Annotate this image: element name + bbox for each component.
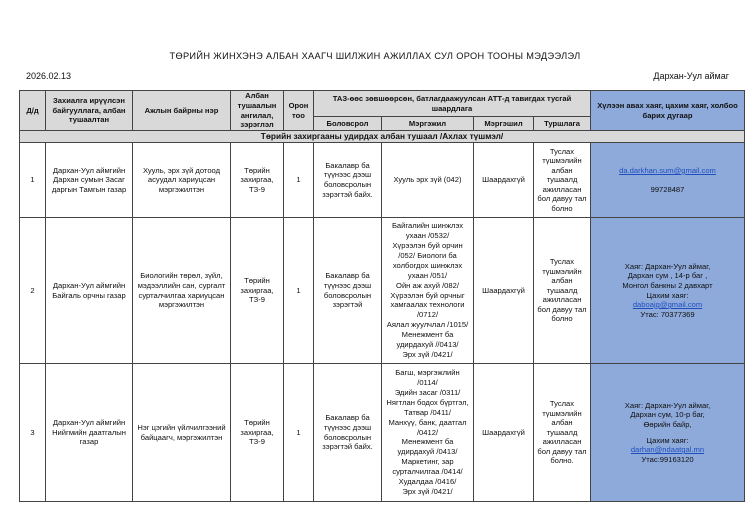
position-cell: Биологийн төрөл, зүйл, мэдээллийн сан, сургалт сурталчилгаа хариуцсан мэргэжилтэн: [133, 218, 231, 364]
col-header-rank: Албан тушаалын ангилал, зэрэглэл: [231, 91, 284, 131]
major-line: Менежмент ба удирдахуй /0413/: [397, 437, 458, 457]
email-link[interactable]: daboajg@gmail.com: [632, 300, 703, 310]
table-row: [20, 218, 745, 364]
section-row: [20, 131, 745, 143]
major-line: Нягтлан бодох бүртгэл,: [386, 397, 469, 407]
qualification-cell: Шаардахгүй: [474, 143, 534, 218]
table-row: [20, 143, 745, 218]
qualification-cell: Шаардахгүй: [474, 218, 534, 364]
phone-number: 99728487: [650, 184, 685, 194]
major-line: Хүрээлэн буй орчин /052/ Биологи ба холбогдох шинжлэх ухаан /051/: [392, 241, 463, 280]
phone-number: Утас:99163120: [641, 454, 694, 464]
col-header-major: Мэргэжил: [382, 117, 474, 131]
row-number: 2: [20, 218, 46, 364]
major-line: Эрх зүй /0421/: [402, 349, 453, 359]
address-line: Хаяг: Дархан-Уул аймаг,: [624, 261, 711, 271]
email-label: Цахим хаяг:: [646, 290, 689, 300]
contact-cell: [591, 364, 745, 502]
organization-cell: Дархан-Уул аймгийн Байгаль орчны газар: [46, 218, 133, 364]
major-line: Эдийн засаг /0311/: [394, 388, 461, 398]
region-label: Дархан-Уул аймаг: [653, 71, 729, 81]
address-line: Дархан сум , 14-р баг ,: [627, 271, 708, 281]
major-cell: [382, 218, 474, 364]
col-header-experience: Туршлага: [534, 117, 591, 131]
col-header-num: Д/д: [20, 91, 46, 131]
address-line: Дархан сум, 10-р баг,: [630, 410, 705, 420]
vacancy-table: [19, 90, 745, 502]
phone-number: Утас: 70377369: [640, 309, 695, 319]
major-line: Ойн аж ахуй /082/: [396, 280, 459, 290]
major-line: Аялал жуулчлал /1015/: [386, 320, 469, 330]
col-header-qualification: Мэргэшил: [474, 117, 534, 131]
major-line: Багш, мэргэжлийн /0114/: [395, 368, 460, 388]
col-header-count: Орон тоо: [284, 91, 314, 131]
rank-cell: Төрийн захиргаа, ТЗ-9: [231, 218, 284, 364]
major-line: Менежмент ба удирдахуй //0413/: [396, 329, 459, 349]
education-cell: Бакалавр ба түүнээс дээш боловсролын зэрэгтэй байх.: [314, 364, 382, 502]
page-title: ТӨРИЙН ЖИНХЭНЭ АЛБАН ХААГЧ ШИЛЖИН АЖИЛЛАХ СУЛ ОРОН ТООНЫ МЭДЭЭЛЭЛ: [169, 51, 581, 61]
contact-cell: [591, 143, 745, 218]
major-line: Манхүү, банк, даатгал /0412/: [388, 417, 467, 437]
major-line: Хууль эрх зүй (042): [393, 175, 462, 185]
col-header-org: Захиалга ирүүлсэн байгууллага, албан тушаалтан: [46, 91, 133, 131]
education-cell: Бакалавр ба түүнээс дээш боловсролын зэрэгтэй: [314, 218, 382, 364]
count-cell: 1: [284, 218, 314, 364]
major-line: Худалдаа /0416/: [398, 476, 457, 486]
address-line: Монгол банкны 2 давхарт: [622, 280, 713, 290]
address-line: Өөрийн байр,: [643, 419, 692, 429]
major-line: Эрх зүй /0421/: [402, 486, 453, 496]
row-number: 3: [20, 364, 46, 502]
organization-cell: Дархан-Уул аймгийн Дархан сумын Засаг даргын Тамгын газар: [46, 143, 133, 218]
organization-cell: Дархан-Уул аймгийн Нийгмийн даатгалын газар: [46, 364, 133, 502]
row-number: 1: [20, 143, 46, 218]
email-link[interactable]: darhan@ndaatgal.mn: [630, 445, 705, 455]
count-cell: 1: [284, 143, 314, 218]
rank-cell: Төрийн захиргаа, ТЗ-9: [231, 143, 284, 218]
major-line: Маркетинг, зар сурталчилгаа /0414/: [392, 457, 463, 476]
contact-spacer: [593, 176, 742, 185]
section-label: Төрийн захиргааны удирдах албан тушаал /Ахлах түшмэл/: [20, 131, 745, 143]
major-line: Татвар /0411/: [404, 407, 451, 417]
contact-cell: [591, 218, 745, 364]
major-line: Хүрээлэн буй орчныг хамгаалах технологи /0712/: [390, 290, 465, 320]
major-line: Байгалийн шинжлэх ухаан /0532/: [391, 221, 464, 241]
position-cell: Хууль, эрх зүй дотоод асуудал хариуцсан мэргэжилтэн: [133, 143, 231, 218]
email-link[interactable]: da.darkhan.sum@gmail.com: [619, 165, 716, 175]
rank-cell: Төрийн захиргаа, ТЗ-9: [231, 364, 284, 502]
experience-cell: Туслах түшмэлийн албан тушаалд ажилласан бол давуу тал болно: [534, 143, 591, 218]
experience-cell: Туслах түшмэлийн албан тушаалд ажилласан бол давуу тал болно: [534, 218, 591, 364]
email-label: Цахим хаяг:: [646, 435, 689, 445]
document-date: 2026.02.13: [26, 71, 72, 81]
education-cell: Бакалавр ба түүнээс дээш боловсролын зэрэгтэй байх.: [314, 143, 382, 218]
qualification-cell: Шаардахгүй: [474, 364, 534, 502]
col-header-position: Ажлын байрны нэр: [133, 91, 231, 131]
count-cell: 1: [284, 364, 314, 502]
major-cell: [382, 143, 474, 218]
table-row: [20, 364, 745, 502]
col-header-contact: Хүлээн авах хаяг, цахим хаяг, холбоо барих дугаар: [591, 91, 745, 131]
major-cell: [382, 364, 474, 502]
col-header-requirements: ТАЗ-өөс зөвшөөрсөн, батлагдаажуулсан АТТ-д тавигдах тусгай шаардлага: [314, 91, 591, 117]
address-line: Хаяг: Дархан-Уул аймаг,: [624, 400, 711, 410]
experience-cell: Туслах түшмэлийн албан тушаалд ажилласан бол давуу тал болно.: [534, 364, 591, 502]
col-header-education: Боловсрол: [314, 117, 382, 131]
position-cell: Нэг цэгийн үйлчилгээний байцаагч, мэргэжилтэн: [133, 364, 231, 502]
